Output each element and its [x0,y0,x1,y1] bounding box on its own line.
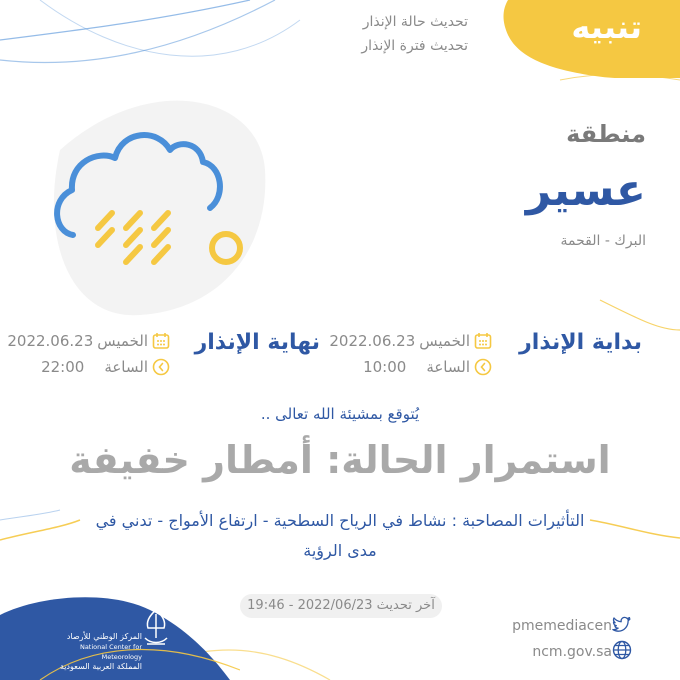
website-link[interactable] [532,640,644,664]
forecast-headline: استمرار الحالة: أمطار خفيفة [69,438,611,482]
clock-icon [152,358,170,376]
warning-start-time-row [363,358,492,376]
ncm-name-en: National Center for Meteorology [79,643,142,661]
calendar-icon [474,332,492,350]
ncm-country-ar: المملكة العربية السعودية [59,662,142,671]
ncm-name-ar: المركز الوطني للأرصاد [66,632,142,641]
warning-end-time-label: الساعة [104,358,148,376]
warning-start-title: بداية الإنذار [519,330,642,355]
warning-start [329,330,642,376]
warning-start-date: 2022.06.23 [329,332,416,350]
warning-end-time-row [41,358,170,376]
ncm-logo-icon [141,608,171,652]
region-areas: البرك - القحمة [560,233,646,249]
region-name: عسير [525,165,646,216]
warning-end-date-row [7,332,170,350]
twitter-handle-text: pmemediacen [512,618,612,634]
twitter-handle[interactable] [512,614,644,638]
warning-end-time: 22:00 [41,358,85,376]
update-period-line: تحديث فترة الإنذار [361,38,468,54]
warning-end [7,330,320,376]
cloud-rain-sun-icon [40,100,260,310]
last-update-badge: آخر تحديث 2022/06/23 - 19:46 [240,594,442,618]
globe-icon [612,640,632,664]
ncm-logo-text [38,632,142,672]
clock-icon [474,358,492,376]
alert-title: تنبيه [571,8,642,46]
update-status-line: تحديث حالة الإنذار [362,14,468,30]
region-label: منطقة [566,120,646,148]
warning-start-date-row [329,332,492,350]
website-link-text: ncm.gov.sa [532,644,612,660]
warning-start-time-label: الساعة [426,358,470,376]
warning-start-day: الخميس [419,332,470,350]
warning-end-title: نهاية الإنذار [194,330,320,355]
forecast-effects: التأثيرات المصاحبة : نشاط في الرياح السطحية - ارتفاع الأمواج - تدني في مدى الرؤية [95,511,585,560]
forecast-expectation: يُتوقع بمشيئة الله تعالى .. [260,405,420,423]
twitter-icon [612,614,632,638]
warning-end-date: 2022.06.23 [7,332,94,350]
warning-start-time: 10:00 [363,358,407,376]
warning-end-day: الخميس [97,332,148,350]
calendar-icon [152,332,170,350]
